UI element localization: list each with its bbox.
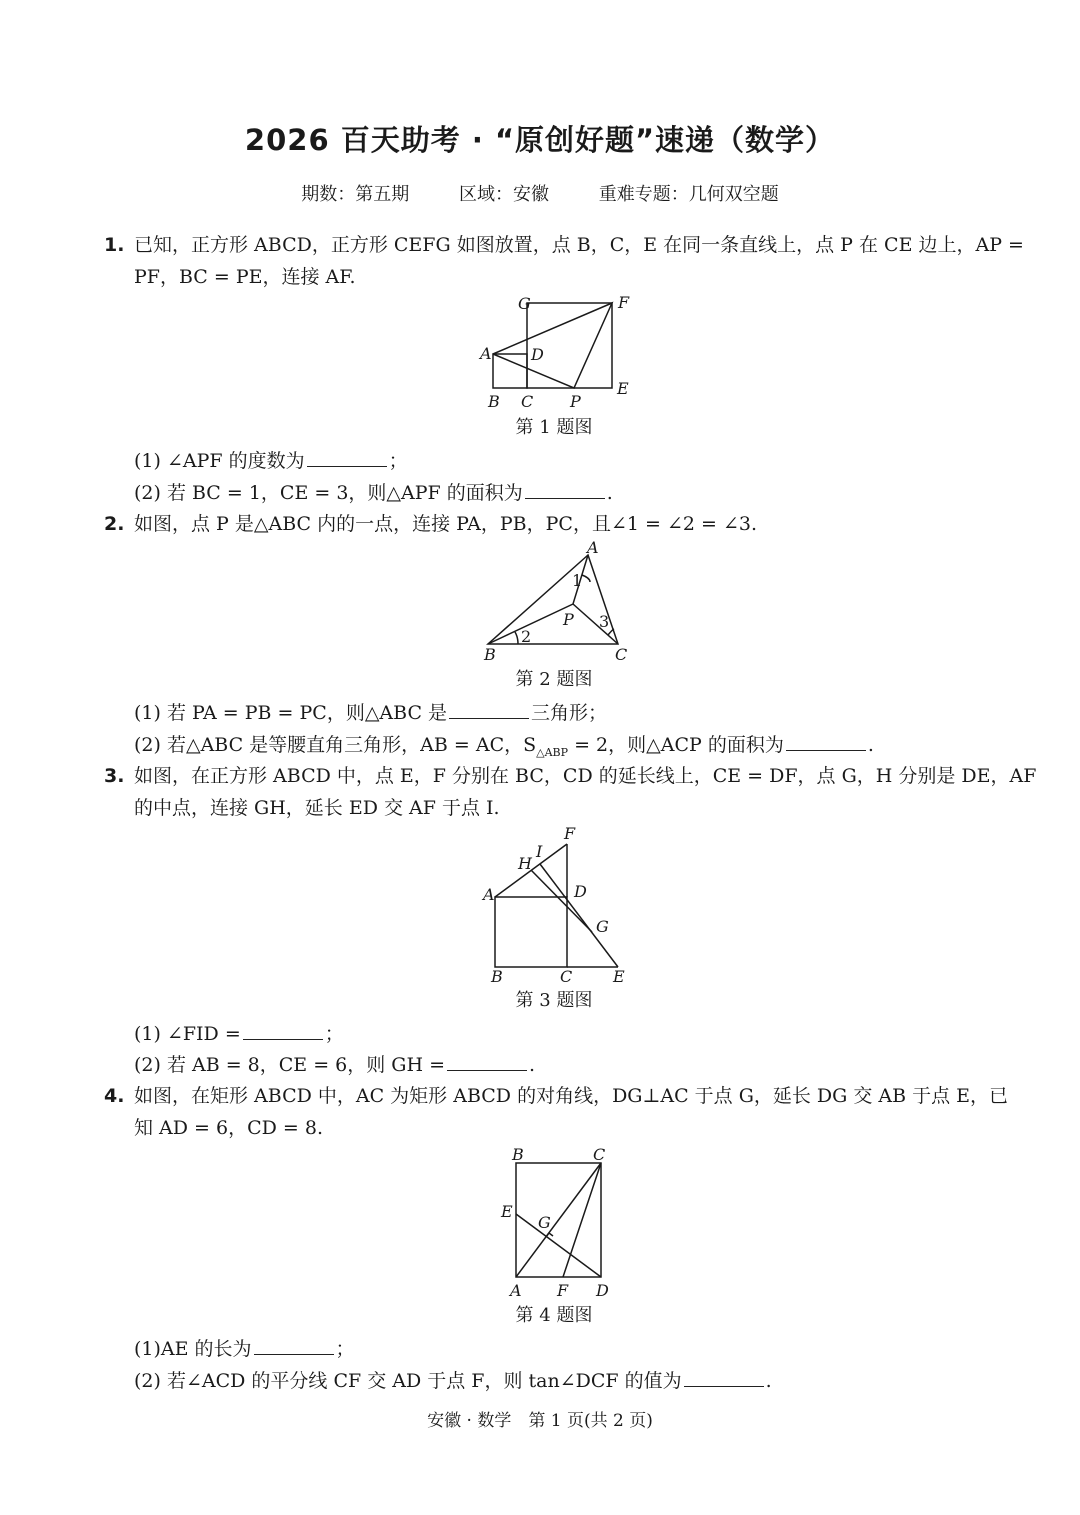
label-angle-3: 3 xyxy=(599,612,610,631)
label-g: G xyxy=(596,917,609,936)
problem-3-caption: 第 3 题图 xyxy=(515,990,593,1011)
label-a: A xyxy=(483,885,495,904)
problem-3-q1 xyxy=(134,1021,344,1047)
segment-de xyxy=(516,1214,601,1277)
label-angle-1: 1 xyxy=(572,571,583,590)
problem-3-figure xyxy=(478,822,643,992)
label-angle-2: 2 xyxy=(521,627,532,646)
problem-3-q2 xyxy=(134,1052,535,1078)
q2-text: (2) 若∠ACD 的平分线 CF 交 AD 于点 F，则 tan∠DCF 的值为 xyxy=(134,1370,682,1392)
segments-apf xyxy=(493,303,612,388)
problem-4-number: 4. xyxy=(104,1085,125,1107)
q2-mid: = 2，则△ACP 的面积为 xyxy=(568,734,784,756)
label-d: D xyxy=(574,882,587,901)
label-f: F xyxy=(564,824,576,843)
page-title: 2026 百天助考 · “原创好题”速递（数学） xyxy=(244,123,836,157)
label-p: P xyxy=(570,392,581,411)
label-f: F xyxy=(618,293,630,312)
segment-cf xyxy=(563,1163,601,1277)
problem-2-q2 xyxy=(134,732,874,766)
problem-2-q1 xyxy=(134,700,607,726)
problem-4-q1 xyxy=(134,1336,355,1362)
q2-end: . xyxy=(529,1054,536,1076)
problem-4-stem-line1: 如图，在矩形 ABCD 中，AC 为矩形 ABCD 的对角线，DG⊥AC 于点 G，延长 DG 交 AB 于点 E，已 xyxy=(134,1085,1009,1107)
problem-1-q2 xyxy=(134,480,613,506)
label-c: C xyxy=(560,967,573,986)
label-a: A xyxy=(587,538,599,557)
label-c: C xyxy=(593,1145,606,1164)
q2-end: . xyxy=(765,1370,772,1392)
answer-blank[interactable] xyxy=(525,480,605,499)
issue-label: 期数：第五期 xyxy=(301,184,410,205)
problem-2-caption: 第 2 题图 xyxy=(515,669,593,690)
q1-end: ； xyxy=(335,1338,355,1360)
q1-end: ； xyxy=(388,450,408,472)
label-e: E xyxy=(617,379,629,398)
square-abcd xyxy=(495,897,567,967)
label-e: E xyxy=(613,967,625,986)
q1-text: (1)AE 的长为 xyxy=(134,1338,252,1360)
label-d: D xyxy=(596,1281,609,1300)
label-b: B xyxy=(484,645,496,664)
label-h: H xyxy=(518,854,532,873)
label-b: B xyxy=(488,392,500,411)
label-p: P xyxy=(563,610,574,629)
segment-ei xyxy=(540,864,618,967)
answer-blank[interactable] xyxy=(449,700,529,719)
q1-text: (1) ∠APF 的度数为 xyxy=(134,450,305,472)
q1-end: 三角形； xyxy=(531,702,608,724)
q2-end: . xyxy=(867,734,874,756)
header-meta xyxy=(0,180,1080,206)
area-subscript: △ABP xyxy=(536,745,569,759)
topic-label: 重难专题：几何双空题 xyxy=(598,184,779,205)
answer-blank[interactable] xyxy=(786,732,866,751)
label-b: B xyxy=(491,967,503,986)
problem-4-q2 xyxy=(134,1368,772,1394)
problem-1-caption: 第 1 题图 xyxy=(515,417,593,438)
segment-gh xyxy=(531,870,592,932)
answer-blank[interactable] xyxy=(447,1052,527,1071)
answer-blank[interactable] xyxy=(254,1336,334,1355)
q1-text: (1) 若 PA = PB = PC，则△ABC 是 xyxy=(134,702,448,724)
label-g: G xyxy=(538,1213,551,1232)
problem-4-figure xyxy=(498,1144,628,1304)
square-abcd xyxy=(493,354,527,388)
answer-blank[interactable] xyxy=(243,1021,323,1040)
problem-3-number: 3. xyxy=(104,765,125,787)
label-i: I xyxy=(536,842,543,861)
label-c: C xyxy=(521,392,534,411)
problem-1-number: 1. xyxy=(104,234,125,256)
problem-1-figure xyxy=(478,292,638,412)
q2-text: (2) 若△ABC 是等腰直角三角形，AB = AC，S xyxy=(134,734,537,756)
label-e: E xyxy=(501,1202,513,1221)
problem-3-stem-line1: 如图，在正方形 ABCD 中，点 E，F 分别在 BC，CD 的延长线上，CE = DF，点 G，H 分别是 DE，AF xyxy=(134,765,1037,787)
q2-text: (2) 若 AB = 8，CE = 6，则 GH = xyxy=(134,1054,446,1076)
label-d: D xyxy=(531,345,544,364)
angle-mark-2 xyxy=(515,632,518,644)
q2-end: . xyxy=(606,482,613,504)
angle-mark-1 xyxy=(582,575,590,582)
page-footer: 安徽 · 数学 第 1 页(共 2 页) xyxy=(427,1411,653,1431)
problem-2-figure xyxy=(478,540,638,665)
problem-4-caption: 第 4 题图 xyxy=(515,1305,593,1326)
label-f: F xyxy=(557,1281,569,1300)
answer-blank[interactable] xyxy=(307,448,387,467)
label-g: G xyxy=(518,294,531,313)
problem-1-stem-line1: 已知，正方形 ABCD，正方形 CEFG 如图放置，点 B，C，E 在同一条直线上，点 P 在 CE 边上，AP = xyxy=(134,234,1024,256)
problem-2-number: 2. xyxy=(104,513,125,535)
problem-3-stem-line2: 的中点，连接 GH，延长 ED 交 AF 于点 I. xyxy=(134,797,500,819)
label-c: C xyxy=(615,645,628,664)
problem-2-stem-line1: 如图，点 P 是△ABC 内的一点，连接 PA，PB，PC，且∠1 = ∠2 = ∠3. xyxy=(134,513,758,535)
q1-text: (1) ∠FID = xyxy=(134,1023,241,1045)
right-angle-mark xyxy=(546,1233,553,1237)
answer-blank[interactable] xyxy=(684,1368,764,1387)
q2-text: (2) 若 BC = 1，CE = 3，则△APF 的面积为 xyxy=(134,482,523,504)
q1-end: ； xyxy=(324,1023,344,1045)
label-a: A xyxy=(510,1281,522,1300)
diagonal-ac xyxy=(516,1163,601,1277)
problem-1-stem-line2: PF，BC = PE，连接 AF. xyxy=(134,266,356,288)
problem-1-q1 xyxy=(134,448,408,474)
label-a: A xyxy=(480,344,492,363)
problem-4-stem-line2: 知 AD = 6，CD = 8. xyxy=(134,1117,323,1139)
region-label: 区域：安徽 xyxy=(459,184,549,205)
label-b: B xyxy=(512,1145,524,1164)
